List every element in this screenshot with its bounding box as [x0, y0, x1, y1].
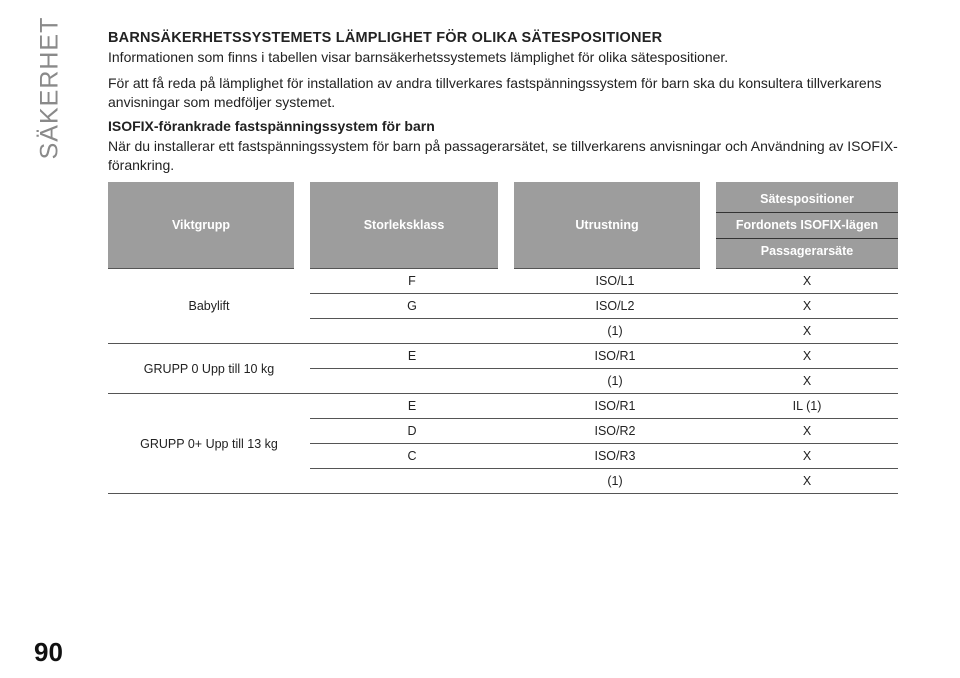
- section-side-title: [30, 16, 70, 159]
- equipment-cell: ISO/R1: [514, 394, 716, 419]
- equipment-cell: ISO/R2: [514, 419, 716, 444]
- passenger-seat-cell: X: [716, 444, 898, 469]
- isofix-subheading: ISOFIX-förankrade fastspänningssystem för barn: [108, 118, 435, 134]
- weight-group-cell: Babylift: [108, 269, 310, 344]
- table-row: [108, 394, 898, 419]
- passenger-seat-cell: X: [716, 294, 898, 319]
- page-content: [108, 29, 900, 175]
- size-class-cell: G: [310, 294, 514, 319]
- header-passagerarsate: Passagerarsäte: [760, 243, 854, 258]
- equipment-cell: ISO/L2: [514, 294, 716, 319]
- equipment-cell: ISO/R1: [514, 344, 716, 369]
- passenger-seat-cell: X: [716, 269, 898, 294]
- size-class-cell: D: [310, 419, 514, 444]
- size-class-cell: [310, 319, 514, 344]
- table-row: [108, 269, 898, 294]
- passenger-seat-cell: X: [716, 319, 898, 344]
- header-storleksklass: Storleksklass: [310, 182, 498, 269]
- equipment-cell: ISO/L1: [514, 269, 716, 294]
- header-fordonets-isofix: Fordonets ISOFIX-lägen: [716, 213, 898, 239]
- page-number: 90: [34, 637, 63, 667]
- passenger-seat-cell: X: [716, 419, 898, 444]
- section-side-title-text: SÄKERHET: [35, 16, 64, 159]
- header-satespositioner: Sätespositioner: [716, 187, 898, 213]
- intro-paragraph-2: För att få reda på lämplighet för installation av andra tillverkares fastspänningssystem för barn ska du konsultera tillverkarens anvisningar som medföljer systemet.: [108, 75, 882, 110]
- passenger-seat-cell: X: [716, 344, 898, 369]
- intro-paragraph-1: Informationen som finns i tabellen visar barnsäkerhetssystemets lämplighet för olika sätespositioner.: [108, 49, 729, 65]
- intro-paragraph-3: När du installerar ett fastspänningssystem för barn på passagerarsätet, se tillverkarens anvisningar och Användning av ISOFIX-förankring.: [108, 138, 898, 173]
- equipment-cell: ISO/R3: [514, 444, 716, 469]
- size-class-cell: E: [310, 344, 514, 369]
- passenger-seat-cell: IL (1): [716, 394, 898, 419]
- table-row: [108, 344, 898, 369]
- page-heading: BARNSÄKERHETSSYSTEMETS LÄMPLIGHET FÖR OLIKA SÄTESPOSITIONER: [108, 30, 663, 46]
- weight-group-cell: GRUPP 0+ Upp till 13 kg: [108, 394, 310, 494]
- size-class-cell: [310, 469, 514, 494]
- passenger-seat-cell: X: [716, 369, 898, 394]
- weight-group-cell: GRUPP 0 Upp till 10 kg: [108, 344, 310, 394]
- size-class-cell: F: [310, 269, 514, 294]
- passenger-seat-cell: X: [716, 469, 898, 494]
- isofix-suitability-table: [108, 182, 898, 494]
- equipment-cell: (1): [514, 469, 716, 494]
- equipment-cell: (1): [514, 369, 716, 394]
- table-body: [108, 269, 898, 494]
- header-seat-positions: [716, 182, 898, 269]
- header-viktgrupp: Viktgrupp: [108, 182, 294, 269]
- size-class-cell: [310, 369, 514, 394]
- header-utrustning: Utrustning: [514, 182, 700, 269]
- size-class-cell: C: [310, 444, 514, 469]
- size-class-cell: E: [310, 394, 514, 419]
- equipment-cell: (1): [514, 319, 716, 344]
